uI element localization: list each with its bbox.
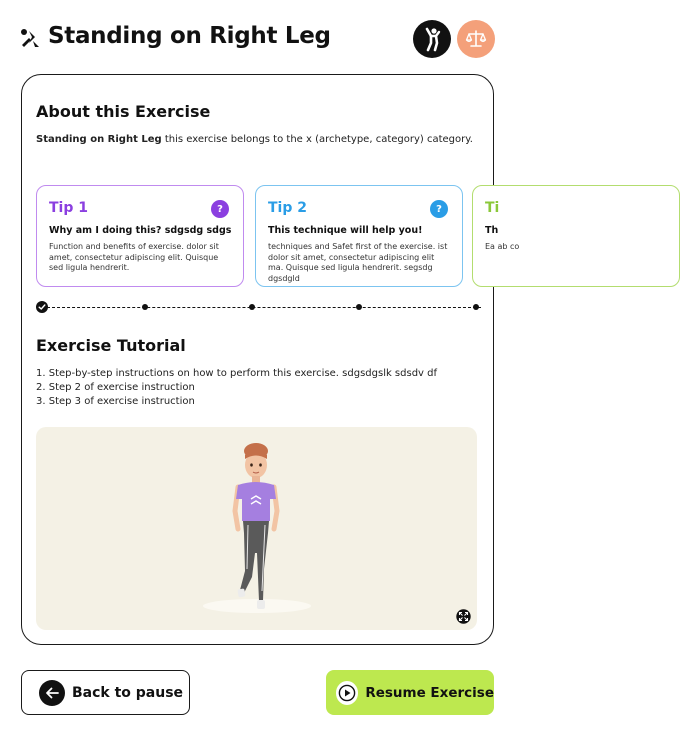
- tutorial-steps: [36, 367, 437, 409]
- avatar-figure: [226, 441, 286, 613]
- person-exercise-icon: [421, 27, 443, 51]
- progress-dot[interactable]: [473, 304, 479, 310]
- help-icon[interactable]: ?: [211, 200, 229, 218]
- tip-card[interactable]: [36, 185, 244, 287]
- balance-scale-icon: [465, 29, 487, 49]
- exercise-info-card: [21, 74, 520, 645]
- tutorial-step: 3. Step 3 of exercise instruction: [36, 396, 195, 407]
- tip-card[interactable]: [472, 185, 680, 287]
- tip-body: Ea ab co: [485, 242, 520, 251]
- progress-dot[interactable]: [142, 304, 148, 310]
- tutorial-step: 2. Step 2 of exercise instruction: [36, 382, 195, 393]
- back-button-label: Back to pause: [72, 684, 184, 701]
- balance-category-button[interactable]: [457, 20, 495, 58]
- help-icon[interactable]: ?: [430, 200, 448, 218]
- tip-body: techniques and Safet first of the exercise. ist dolor sit amet, consectetur adipiscing elit ma. Quisque sed ligula hendrerit. segsdg dgsdgld: [268, 242, 448, 283]
- header: [18, 20, 495, 60]
- sparkle-logo-icon: [20, 28, 40, 48]
- tip-title: Tip 1: [49, 200, 88, 216]
- fullscreen-expand-icon[interactable]: [456, 609, 471, 624]
- about-description: [36, 134, 476, 145]
- arrow-left-icon: [39, 680, 65, 706]
- tip-body: Function and benefits of exercise. dolor sit amet, consectetur adipiscing elit. Quisque sed ligula hendrerit.: [49, 242, 219, 272]
- tip-subtitle: Th: [485, 225, 499, 236]
- progress-line: [42, 307, 481, 308]
- tip-subtitle: This technique will help you!: [268, 225, 423, 236]
- tip-title: Tip 2: [268, 200, 307, 216]
- page-title: Standing on Right Leg: [48, 23, 331, 49]
- about-description-text: this exercise belongs to the x (archetype, category) category.: [161, 134, 473, 145]
- tips-carousel[interactable]: [36, 185, 520, 287]
- tip-subtitle: Why am I doing this? sdgsdg sdgs: [49, 225, 232, 236]
- tips-progress: [36, 301, 481, 313]
- progress-dot[interactable]: [249, 304, 255, 310]
- tip-title: Ti: [485, 200, 500, 216]
- exercise-video[interactable]: [36, 427, 477, 630]
- play-icon: [336, 681, 358, 705]
- about-title: About this Exercise: [36, 102, 211, 121]
- check-icon[interactable]: [36, 301, 48, 313]
- back-to-pause-button[interactable]: [21, 670, 190, 715]
- tutorial-title: Exercise Tutorial: [36, 336, 186, 355]
- tutorial-step: 1. Step-by-step instructions on how to perform this exercise. sdgsdgslk sdsdv df: [36, 368, 438, 379]
- progress-dot[interactable]: [356, 304, 362, 310]
- tip-card[interactable]: [255, 185, 463, 287]
- resume-button-label: Resume Exercise: [365, 684, 494, 701]
- resume-exercise-button[interactable]: [326, 670, 494, 715]
- about-exercise-name: Standing on Right Leg: [36, 134, 162, 145]
- exercise-mode-button[interactable]: [413, 20, 451, 58]
